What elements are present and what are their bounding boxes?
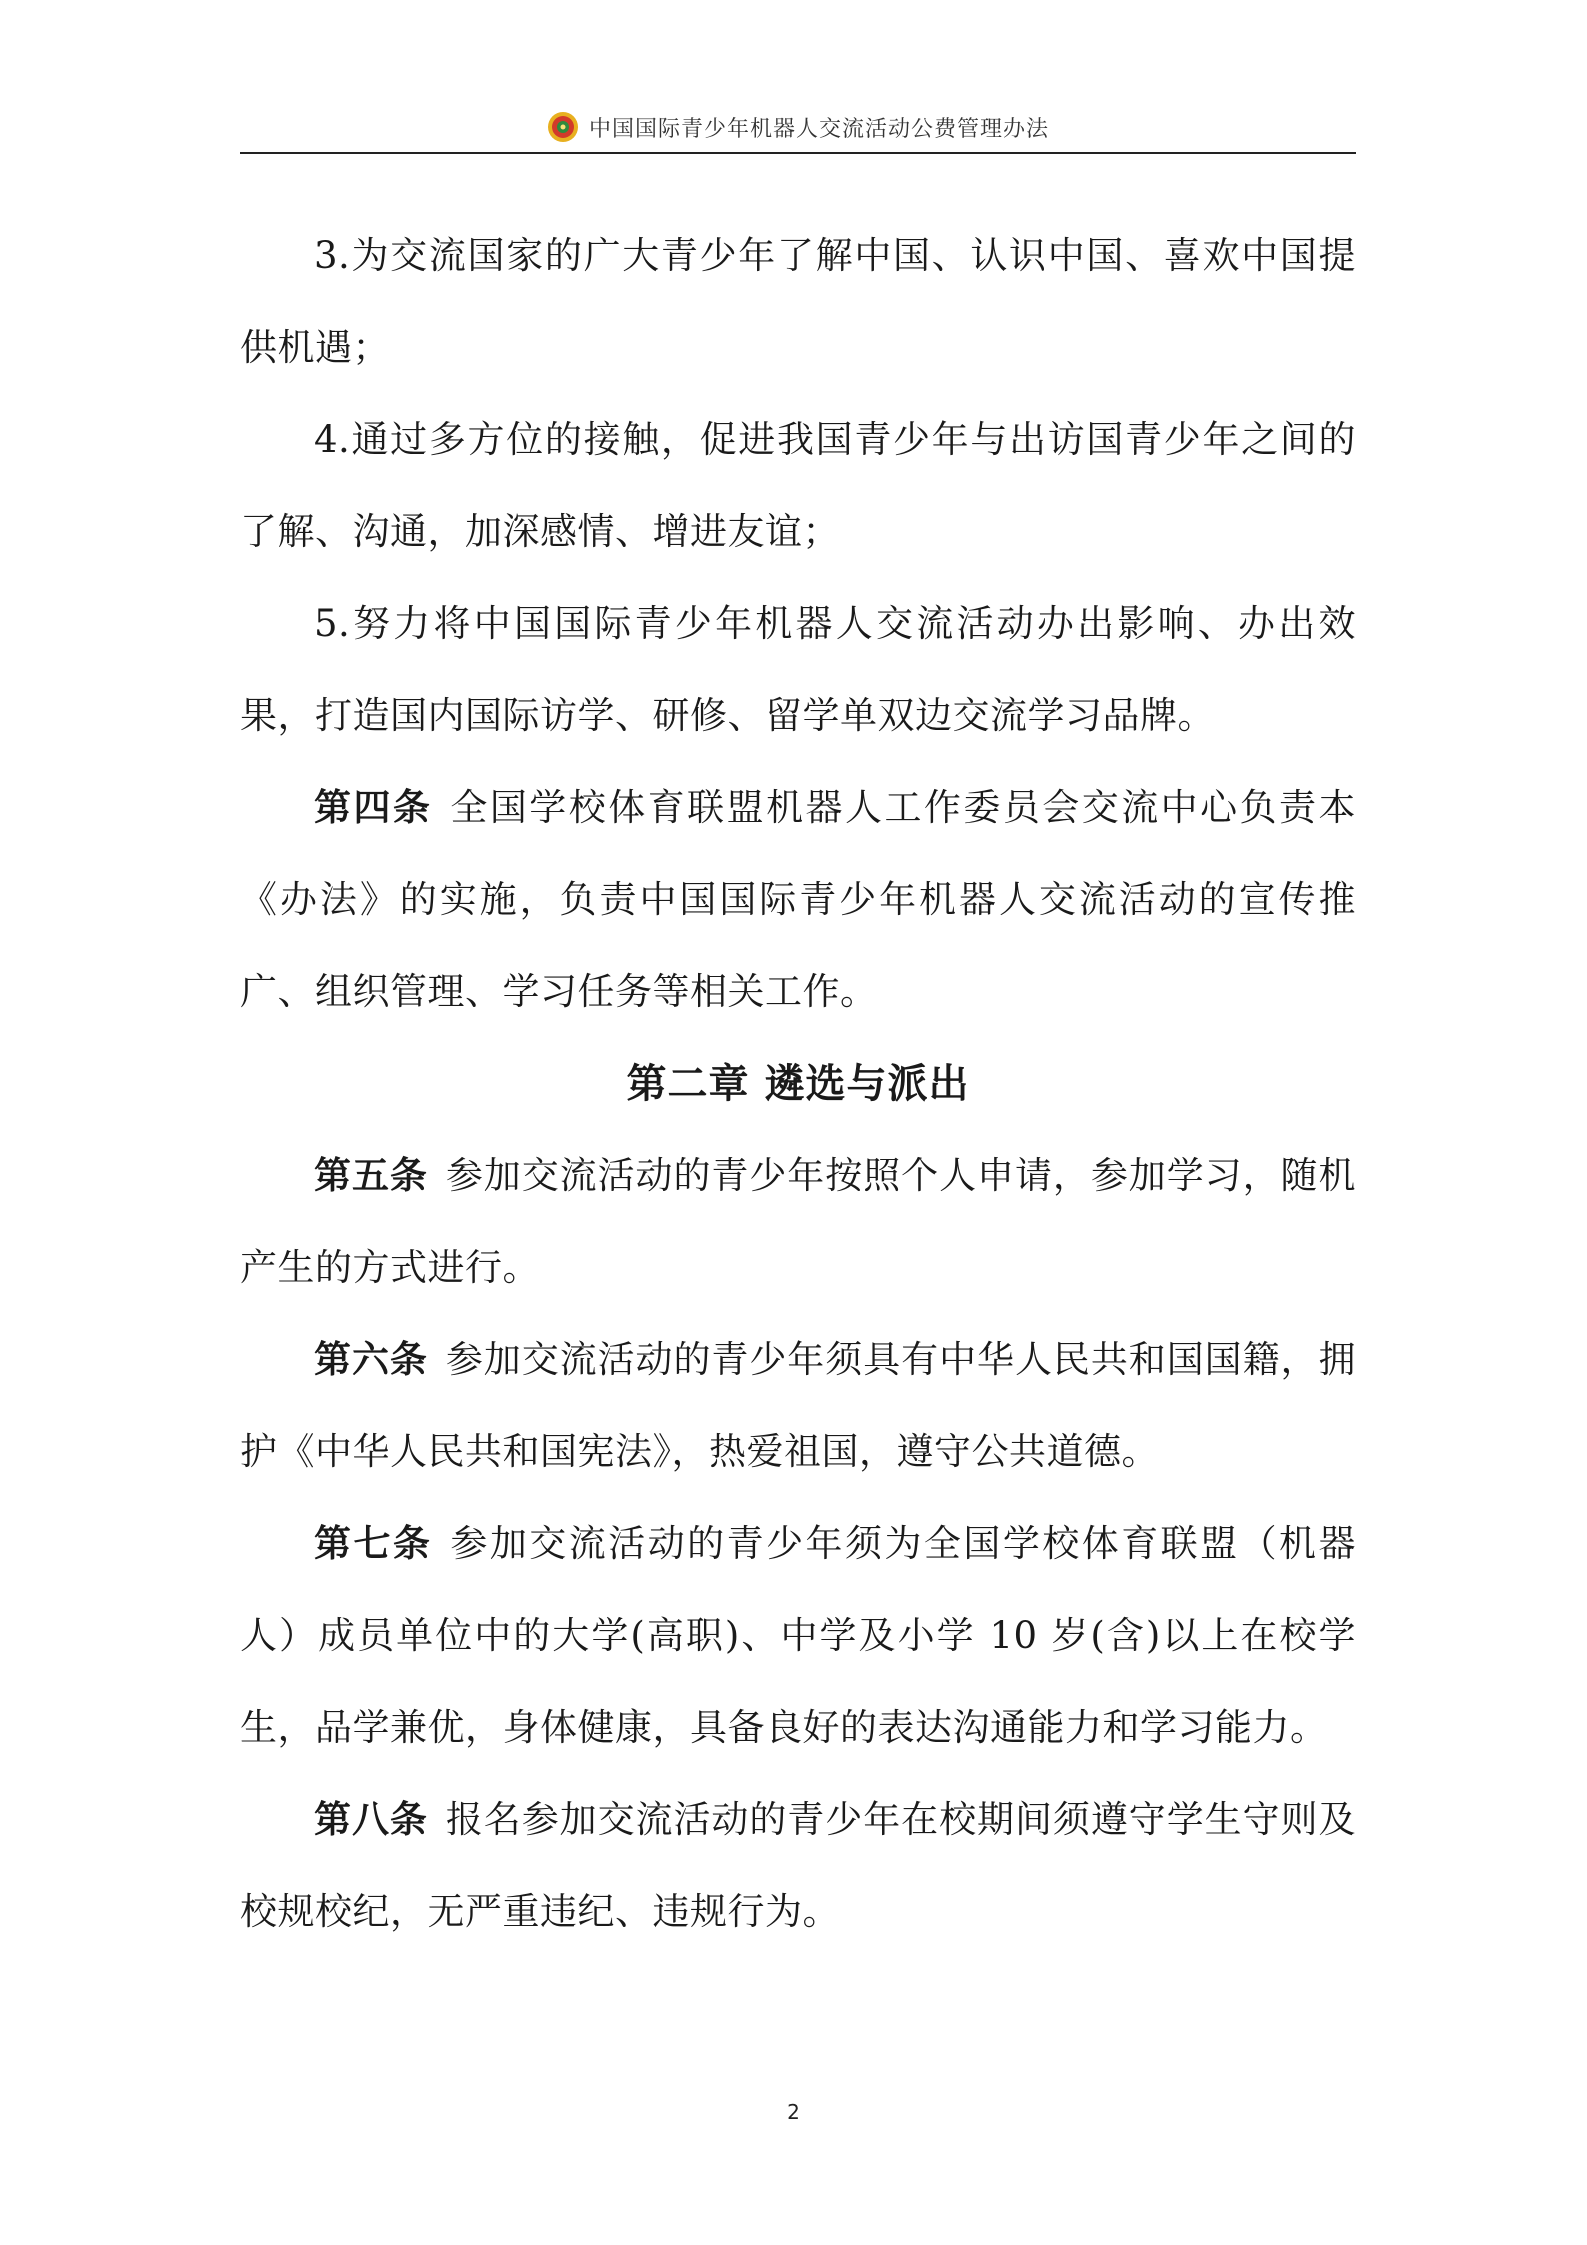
article-7 bbox=[240, 1498, 1356, 1774]
article-6-text: 参加交流活动的青少年须具有中华人民共和国国籍，拥护《中华人民共和国宪法》，热爱祖国，遵守公共道德。 bbox=[240, 1338, 1356, 1473]
page-header bbox=[240, 108, 1356, 154]
paragraph-item-3: 3.为交流国家的广大青少年了解中国、认识中国、喜欢中国提供机遇； bbox=[240, 234, 1356, 369]
article-6-label: 第六条 bbox=[314, 1338, 428, 1381]
header-title: 中国国际青少年机器人交流活动公费管理办法 bbox=[588, 116, 1049, 142]
article-6 bbox=[240, 1314, 1356, 1498]
paragraph-item-5: 5.努力将中国国际青少年机器人交流活动办出影响、办出效果，打造国内国际访学、研修、留学单双边交流学习品牌。 bbox=[240, 602, 1356, 737]
page-number: 2 bbox=[787, 2100, 800, 2124]
organization-logo-icon bbox=[547, 111, 579, 143]
article-8-label: 第八条 bbox=[314, 1798, 428, 1841]
article-4-text: 全国学校体育联盟机器人工作委员会交流中心负责本《办法》的实施，负责中国国际青少年机器人交流活动的宣传推广、组织管理、学习任务等相关工作。 bbox=[240, 786, 1357, 1013]
article-8-text: 报名参加交流活动的青少年在校期间须遵守学生守则及校规校纪，无严重违纪、违规行为。 bbox=[240, 1798, 1356, 1933]
paragraph-item-4: 4.通过多方位的接触，促进我国青少年与出访国青少年之间的了解、沟通，加深感情、增进友谊； bbox=[240, 418, 1356, 553]
document-body bbox=[240, 210, 1356, 1958]
article-4 bbox=[240, 762, 1356, 1038]
article-5 bbox=[240, 1130, 1356, 1314]
chapter-2-title: 第二章 遴选与派出 bbox=[626, 1061, 970, 1107]
article-4-label: 第四条 bbox=[314, 786, 433, 829]
header-inner bbox=[547, 111, 1049, 143]
article-8 bbox=[240, 1774, 1356, 1958]
article-7-label: 第七条 bbox=[314, 1522, 433, 1565]
article-7-text: 参加交流活动的青少年须为全国学校体育联盟（机器人）成员单位中的大学(高职)、中学及小学 10 岁(含)以上在校学生，品学兼优，身体健康，具备良好的表达沟通能力和学习能力。 bbox=[240, 1522, 1357, 1749]
article-5-label: 第五条 bbox=[314, 1154, 428, 1197]
article-5-text: 参加交流活动的青少年按照个人申请，参加学习，随机产生的方式进行。 bbox=[240, 1154, 1356, 1289]
